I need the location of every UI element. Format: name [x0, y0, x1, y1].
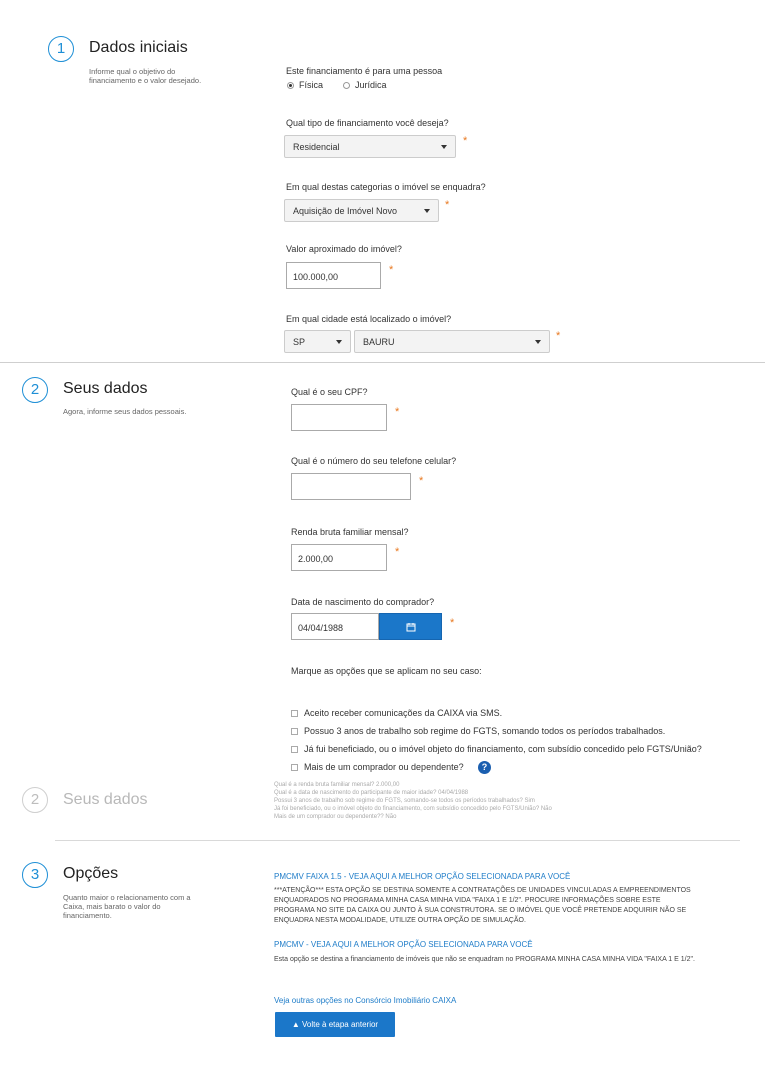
chevron-down-icon [424, 209, 430, 213]
option-pmcmv-faixa-text-2: ENQUADRADOS NO PROGRAMA MINHA CASA MINHA VIDA "FAIXA 1 E 1/2". PROCURE INFORMAÇÕES SOBRE ESTE [274, 897, 661, 904]
property-value-input[interactable]: 100.000,00 [286, 262, 381, 289]
chevron-down-icon [441, 145, 447, 149]
income-input[interactable]: 2.000,00 [291, 544, 387, 571]
summary-line-2: Possui 3 anos de trabalho sob regime do FGTS, somando-se todos os períodos trabalhados? Sim [274, 798, 535, 804]
checkbox-fgts-label[interactable]: Possuo 3 anos de trabalho sob regime do FGTS, somando todos os períodos trabalhados. [304, 726, 666, 736]
section-description-line3: financiamento. [63, 911, 112, 920]
phone-input[interactable] [291, 473, 411, 500]
checkbox-sms[interactable] [291, 710, 298, 717]
financing-type-value: Residencial [293, 142, 340, 152]
required-marker: * [395, 546, 400, 558]
consorcio-link[interactable]: Veja outras opções no Consórcio Imobiliário CAIXA [274, 996, 457, 1005]
radio-fisica-label[interactable]: Física [299, 80, 324, 90]
question-property-category: Em qual destas categorias o imóvel se enquadra? [286, 182, 486, 192]
checkbox-fgts[interactable] [291, 728, 298, 735]
required-marker: * [419, 475, 424, 487]
section-description-line2: financiamento e o valor desejado. [89, 76, 202, 85]
calendar-icon [406, 622, 416, 632]
summary-line-3: Já foi beneficiado, ou o imóvel objeto do financiamento, com subsídio concedido pelo FGTS/União? Não [274, 806, 552, 812]
radio-juridica[interactable] [343, 82, 350, 89]
question-financing-type: Qual tipo de financiamento você deseja? [286, 118, 449, 128]
step-number-2: 2 [22, 377, 48, 403]
section-title-opcoes: Opções [63, 865, 119, 882]
checkbox-beneficiado-label[interactable]: Já fui beneficiado, ou o imóvel objeto do financiamento, com subsídio concedido pelo FGTS/União? [304, 744, 702, 754]
option-pmcmv-faixa-link[interactable]: PMCMV FAIXA 1.5 - VEJA AQUI A MELHOR OPÇÃO SELECIONADA PARA VOCÊ [274, 872, 571, 881]
required-marker: * [556, 330, 561, 342]
question-income: Renda bruta familiar mensal? [291, 527, 409, 537]
required-marker: * [463, 135, 468, 147]
section-description-line1: Informe qual o objetivo do [89, 67, 176, 76]
state-value: SP [293, 337, 306, 347]
section-title-dados-iniciais: Dados iniciais [89, 39, 188, 56]
chevron-down-icon [336, 340, 342, 344]
option-pmcmv-text: Esta opção se destina a financiamento de imóveis que não se enquadram no PROGRAMA MINHA CASA MINHA VIDA "FAIXA 1 E 1/2". [274, 956, 695, 963]
section-divider [55, 840, 740, 841]
step-number-3: 3 [22, 862, 48, 888]
section-description-line2: Caixa, mais barato o valor do [63, 902, 161, 911]
property-category-value: Aquisição de Imóvel Novo [293, 206, 398, 216]
checkbox-mais-comprador[interactable] [291, 764, 298, 771]
radio-fisica[interactable] [287, 82, 294, 89]
option-pmcmv-faixa-text-1: ***ATENÇÃO*** ESTA OPÇÃO SE DESTINA SOMENTE A CONTRATAÇÕES DE UNIDADES VINCULADAS A EMPREENDIMENTOS [274, 887, 691, 894]
question-cpf: Qual é o seu CPF? [291, 387, 368, 397]
birth-date-input[interactable]: 04/04/1988 [291, 613, 379, 640]
summary-line-4: Mais de um comprador ou dependente?? Não [274, 814, 397, 820]
section-divider [0, 362, 765, 363]
section-description: Agora, informe seus dados pessoais. [63, 407, 187, 416]
section-description-line1: Quanto maior o relacionamento com a [63, 893, 191, 902]
checkbox-mais-comprador-label[interactable]: Mais de um comprador ou dependente? [304, 762, 464, 772]
required-marker: * [445, 199, 450, 211]
summary-line-0: Qual é a renda bruta familiar mensal? 2.000,00 [274, 782, 400, 788]
city-value: BAURU [363, 337, 395, 347]
option-pmcmv-link[interactable]: PMCMV - VEJA AQUI A MELHOR OPÇÃO SELECIONADA PARA VOCÊ [274, 940, 533, 949]
question-options: Marque as opções que se aplicam no seu caso: [291, 666, 482, 676]
back-button[interactable]: ▲ Volte à etapa anterior [275, 1012, 395, 1037]
help-icon[interactable]: ? [478, 761, 491, 774]
checkbox-beneficiado[interactable] [291, 746, 298, 753]
required-marker: * [395, 406, 400, 418]
option-pmcmv-faixa-text-4: ENQUADRA NESTA MODALIDADE, UTILIZE OUTRA OPÇÃO DE SIMULAÇÃO. [274, 917, 526, 924]
checkbox-sms-label[interactable]: Aceito receber comunicações da CAIXA via SMS. [304, 708, 503, 718]
question-birth-date: Data de nascimento do comprador? [291, 597, 435, 607]
calendar-button[interactable] [379, 613, 442, 640]
question-city: Em qual cidade está localizado o imóvel? [286, 314, 452, 324]
step-number-2-summary: 2 [22, 787, 48, 813]
state-select[interactable] [284, 330, 351, 353]
required-marker: * [389, 264, 394, 276]
question-person-type: Este financiamento é para uma pessoa [286, 66, 443, 76]
radio-juridica-label[interactable]: Jurídica [355, 80, 387, 90]
summary-line-1: Qual é a data de nascimento do participante de maior idade? 04/04/1988 [274, 790, 469, 796]
option-pmcmv-faixa-text-3: PROGRAMA NO SITE DA CAIXA OU JUNTO À SUA CONSTRUTORA. SE O IMÓVEL QUE VOCÊ PRETENDE ADQUIRIR NÃO SE [274, 907, 687, 914]
city-select[interactable] [354, 330, 550, 353]
question-phone: Qual é o número do seu telefone celular? [291, 456, 457, 466]
cpf-input[interactable] [291, 404, 387, 431]
section-title-seus-dados: Seus dados [63, 380, 148, 397]
property-category-select[interactable] [284, 199, 439, 222]
financing-type-select[interactable] [284, 135, 456, 158]
chevron-down-icon [535, 340, 541, 344]
section-title-seus-dados-summary: Seus dados [63, 791, 148, 808]
question-property-value: Valor aproximado do imóvel? [286, 244, 402, 254]
required-marker: * [450, 617, 455, 629]
step-number-1: 1 [48, 36, 74, 62]
